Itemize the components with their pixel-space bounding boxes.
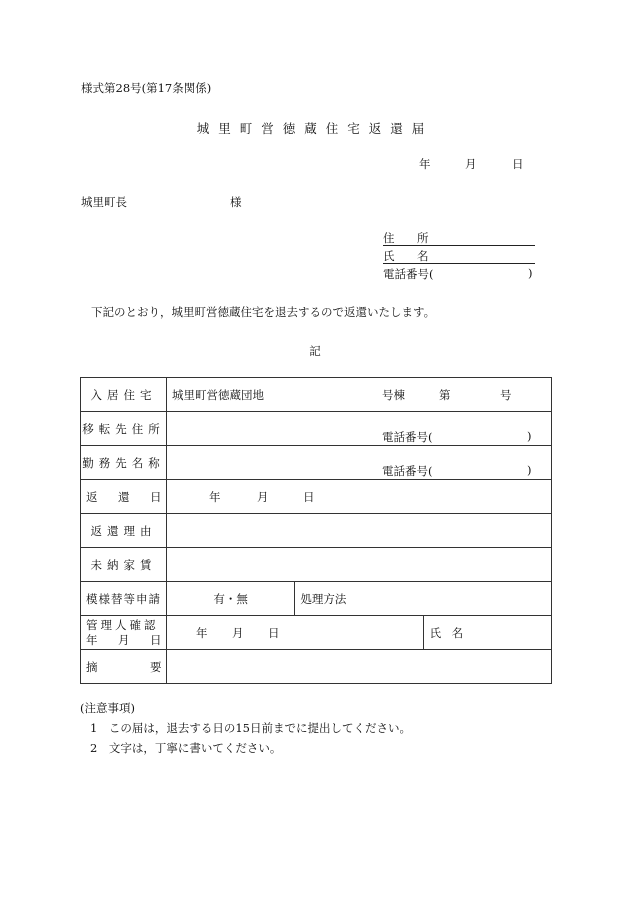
label-unpaid-rent: 未納家賃 bbox=[81, 548, 167, 582]
row-return-date bbox=[81, 480, 552, 514]
residence-value: 城里町営徳蔵団地 bbox=[172, 388, 264, 402]
note-text: 文字は，丁寧に書いてください。 bbox=[108, 741, 282, 755]
manager-date[interactable] bbox=[167, 616, 424, 650]
building-label: 号棟 bbox=[382, 388, 405, 402]
row-return-reason bbox=[81, 514, 552, 548]
value-residence[interactable] bbox=[167, 378, 552, 412]
label-residence: 入居住宅 bbox=[81, 378, 167, 412]
manager-month: 月 bbox=[232, 626, 244, 640]
note-number: 2 bbox=[90, 741, 98, 755]
go-label: 号 bbox=[500, 388, 512, 402]
manager-year: 年 bbox=[196, 626, 208, 640]
addressee-honorific: 様 bbox=[230, 195, 242, 209]
phone-close: ) bbox=[528, 266, 533, 280]
row-new-address bbox=[81, 412, 552, 446]
manager-name[interactable] bbox=[423, 616, 551, 650]
ki-heading: 記 bbox=[309, 344, 321, 358]
label-manager bbox=[81, 616, 167, 650]
submission-date bbox=[419, 156, 529, 172]
applicant-address-field[interactable] bbox=[383, 230, 535, 246]
return-date-label-1: 返 bbox=[86, 490, 98, 504]
name-label-2: 名 bbox=[417, 249, 429, 263]
row-workplace bbox=[81, 446, 552, 480]
addressee-name: 城里町長 bbox=[81, 195, 127, 209]
name-label-1: 氏 bbox=[383, 249, 395, 263]
date-year-label: 年 bbox=[419, 157, 431, 171]
label-remodel: 模様替等申請 bbox=[81, 582, 167, 616]
return-date-label-2: 還 bbox=[118, 490, 130, 504]
row-summary bbox=[81, 650, 552, 684]
manager-label-line1: 管理人確認 bbox=[86, 618, 159, 632]
summary-label-2: 要 bbox=[150, 660, 162, 674]
label-return-reason: 返還理由 bbox=[81, 514, 167, 548]
notes-heading: (注意事項) bbox=[80, 701, 135, 715]
page-title: 城里町営徳蔵住宅返還届 bbox=[196, 121, 434, 136]
address-label-2: 所 bbox=[417, 231, 429, 245]
return-date-label-3: 日 bbox=[150, 490, 162, 504]
remodel-method-label: 処理方法 bbox=[300, 592, 347, 606]
note-number: 1 bbox=[90, 721, 98, 735]
row-unpaid-rent bbox=[81, 548, 552, 582]
workplace-phone-close: ) bbox=[527, 463, 532, 477]
manager-label-month: 月 bbox=[118, 633, 130, 647]
manager-label-day: 日 bbox=[150, 633, 162, 647]
return-form-table bbox=[80, 377, 552, 684]
label-return-date bbox=[81, 480, 167, 514]
row-residence bbox=[81, 378, 552, 412]
applicant-name-field[interactable] bbox=[383, 248, 535, 264]
value-return-date[interactable] bbox=[167, 480, 552, 514]
address-label-1: 住 bbox=[383, 231, 395, 245]
summary-label-1: 摘 bbox=[86, 660, 98, 674]
note-item bbox=[90, 740, 281, 756]
row-manager bbox=[81, 616, 552, 650]
applicant-phone-field[interactable] bbox=[383, 266, 535, 282]
manager-name-label-2: 名 bbox=[451, 626, 464, 640]
phone-label: 電話番号( bbox=[383, 267, 434, 281]
new-address-phone-close: ) bbox=[527, 429, 532, 443]
date-day-label: 日 bbox=[512, 157, 524, 171]
body-text: 下記のとおり，城里町営徳蔵住宅を退去するので返還いたします。 bbox=[91, 305, 436, 319]
label-new-address: 移転先住所 bbox=[81, 412, 167, 446]
new-address-phone-label: 電話番号( bbox=[382, 430, 433, 444]
value-return-reason[interactable] bbox=[167, 514, 552, 548]
remodel-yes-no[interactable]: 有・無 bbox=[167, 582, 295, 616]
value-workplace[interactable] bbox=[167, 446, 552, 480]
date-month-label: 月 bbox=[465, 157, 477, 171]
workplace-phone-label: 電話番号( bbox=[382, 464, 433, 478]
manager-day: 日 bbox=[268, 626, 280, 640]
value-summary[interactable] bbox=[167, 650, 552, 684]
note-item bbox=[90, 720, 411, 736]
return-day-label: 日 bbox=[303, 490, 315, 504]
label-workplace: 勤務先名称 bbox=[81, 446, 167, 480]
dai-label: 第 bbox=[439, 388, 451, 402]
label-summary bbox=[81, 650, 167, 684]
remodel-method[interactable] bbox=[295, 582, 552, 616]
row-remodel bbox=[81, 582, 552, 616]
value-unpaid-rent[interactable] bbox=[167, 548, 552, 582]
value-new-address[interactable] bbox=[167, 412, 552, 446]
note-text: この届は，退去する日の15日前までに提出してください。 bbox=[108, 721, 411, 735]
return-month-label: 月 bbox=[257, 490, 269, 504]
manager-name-label-1: 氏 bbox=[429, 626, 442, 640]
return-year-label: 年 bbox=[209, 490, 221, 504]
form-number: 様式第28号(第17条関係) bbox=[81, 81, 212, 95]
manager-label-year: 年 bbox=[86, 633, 98, 647]
